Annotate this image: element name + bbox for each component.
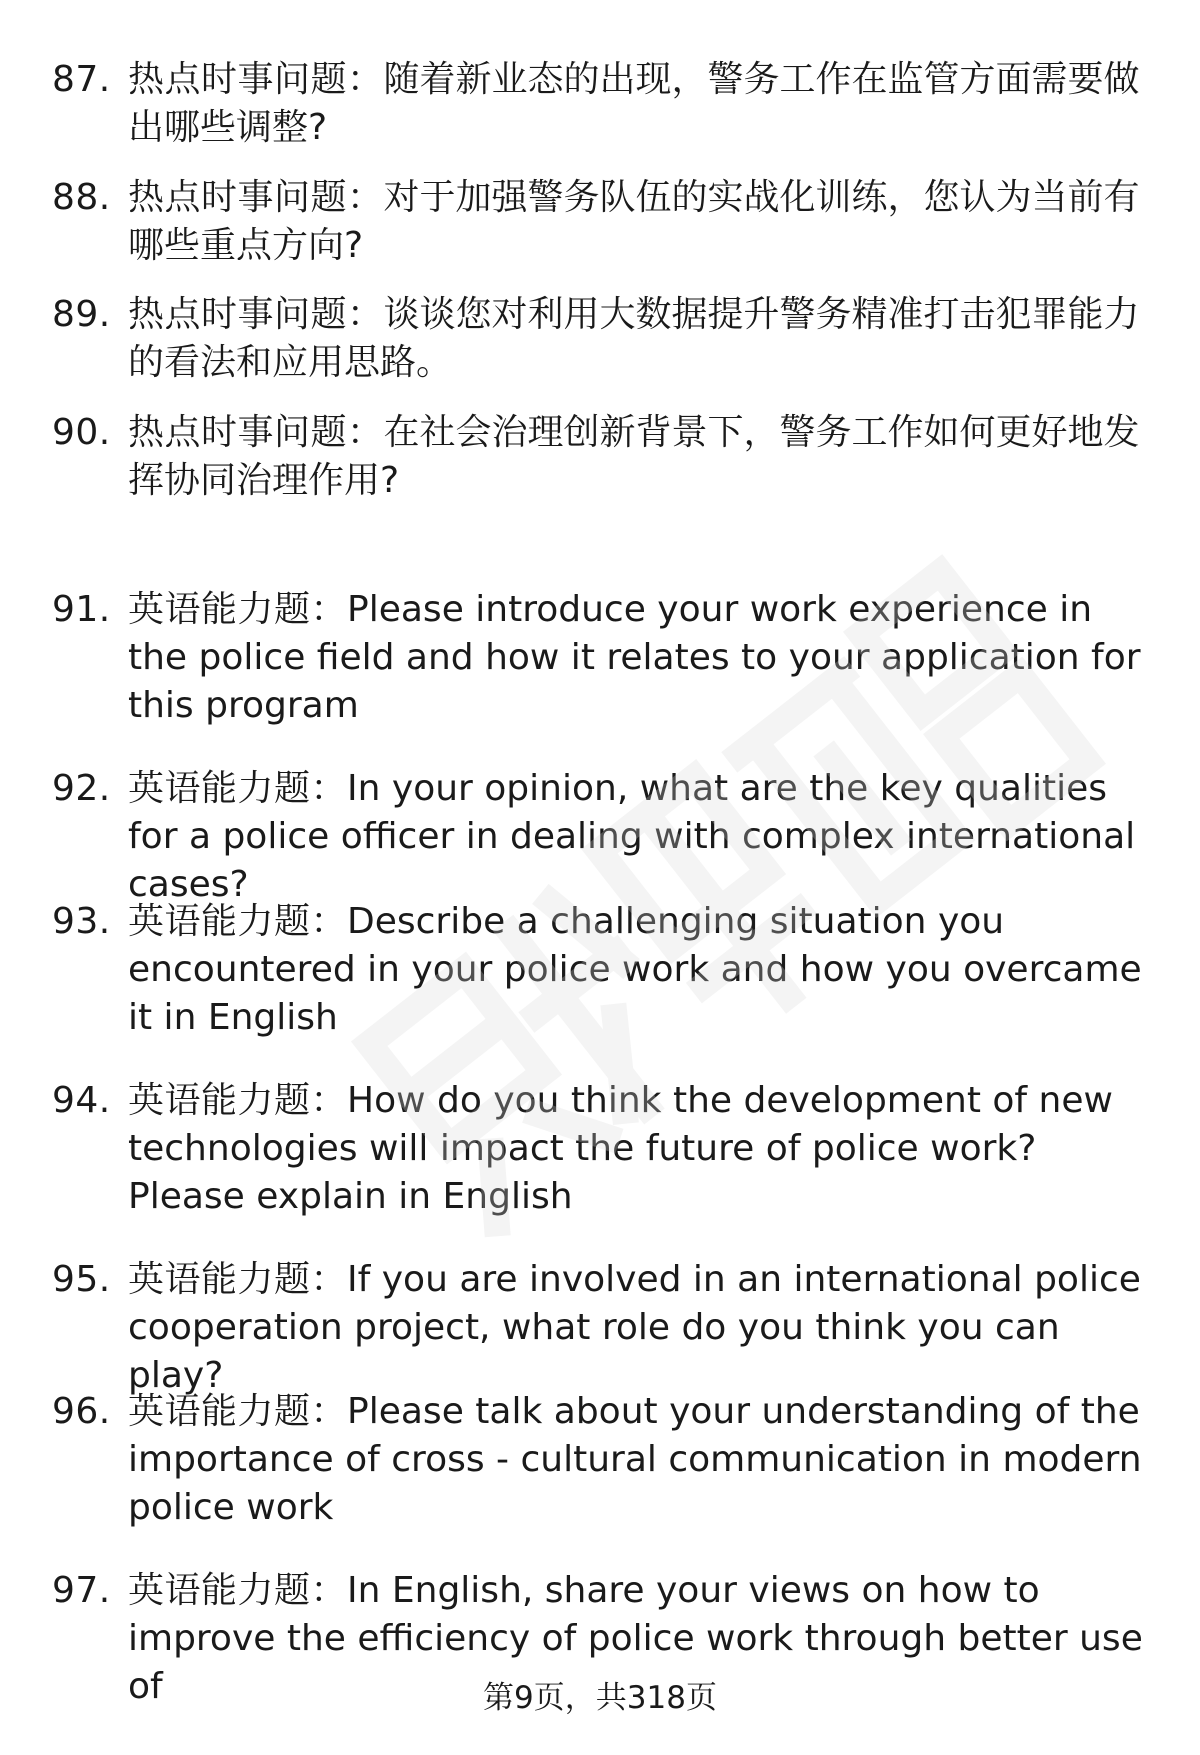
question-text: 随着新业态的出现，警务工作在监管方面需要做出哪些调整?: [128, 59, 1140, 148]
question-category: 英语能力题：: [128, 1080, 348, 1121]
question-text: If you are involved in an international police cooperation project, what role do you think you can play?: [128, 1259, 1141, 1396]
question-category: 英语能力题：: [128, 1391, 348, 1432]
question-text-block: [128, 1077, 1162, 1221]
question-number: 95.: [52, 1259, 111, 1300]
question-text-block: [128, 586, 1162, 730]
question-text-block: [128, 1256, 1162, 1400]
question-text: In English, share your views on how to improve the efficiency of police work through better use of: [128, 1570, 1143, 1707]
question-category: 热点时事问题：: [128, 59, 384, 100]
page-footer: 第9页，共318页: [483, 1680, 717, 1716]
question-category: 热点时事问题：: [128, 412, 384, 453]
question-text: How do you think the development of new technologies will impact the future of police work? Please explain in English: [128, 1080, 1113, 1217]
question-category: 英语能力题：: [128, 901, 348, 942]
question-number: 89.: [52, 294, 111, 335]
question-number: 87.: [52, 59, 111, 100]
question-text-block: [128, 174, 1162, 270]
question-category: 热点时事问题：: [128, 177, 384, 218]
question-text-block: [128, 898, 1162, 1042]
question-text-block: [128, 1388, 1162, 1532]
question-text: In your opinion, what are the key qualities for a police officer in dealing with complex international cases?: [128, 768, 1136, 905]
question-category: 英语能力题：: [128, 768, 348, 809]
question-number: 92.: [52, 768, 111, 809]
question-category: 英语能力题：: [128, 1259, 348, 1300]
question-text: Please talk about your understanding of the importance of cross - cultural communication in modern police work: [128, 1391, 1142, 1528]
question-category: 英语能力题：: [128, 589, 348, 630]
question-number: 97.: [52, 1570, 111, 1611]
question-number: 91.: [52, 589, 111, 630]
question-category: 英语能力题：: [128, 1570, 348, 1611]
question-number: 90.: [52, 412, 111, 453]
question-number: 93.: [52, 901, 111, 942]
question-text: Please introduce your work experience in the police field and how it relates to your application for this program: [128, 589, 1141, 726]
question-text-block: [128, 291, 1162, 387]
question-text-block: [128, 409, 1162, 505]
question-text-block: [128, 56, 1162, 152]
question-number: 96.: [52, 1391, 111, 1432]
question-number: 88.: [52, 177, 111, 218]
question-text: Describe a challenging situation you encountered in your police work and how you overcame it in English: [128, 901, 1142, 1038]
question-number: 94.: [52, 1080, 111, 1121]
question-text: 谈谈您对利用大数据提升警务精准打击犯罪能力的看法和应用思路。: [128, 294, 1140, 383]
question-text: 在社会治理创新背景下，警务工作如何更好地发挥协同治理作用?: [128, 412, 1140, 501]
question-text: 对于加强警务队伍的实战化训练，您认为当前有哪些重点方向?: [128, 177, 1140, 266]
question-category: 热点时事问题：: [128, 294, 384, 335]
question-text-block: [128, 765, 1162, 909]
